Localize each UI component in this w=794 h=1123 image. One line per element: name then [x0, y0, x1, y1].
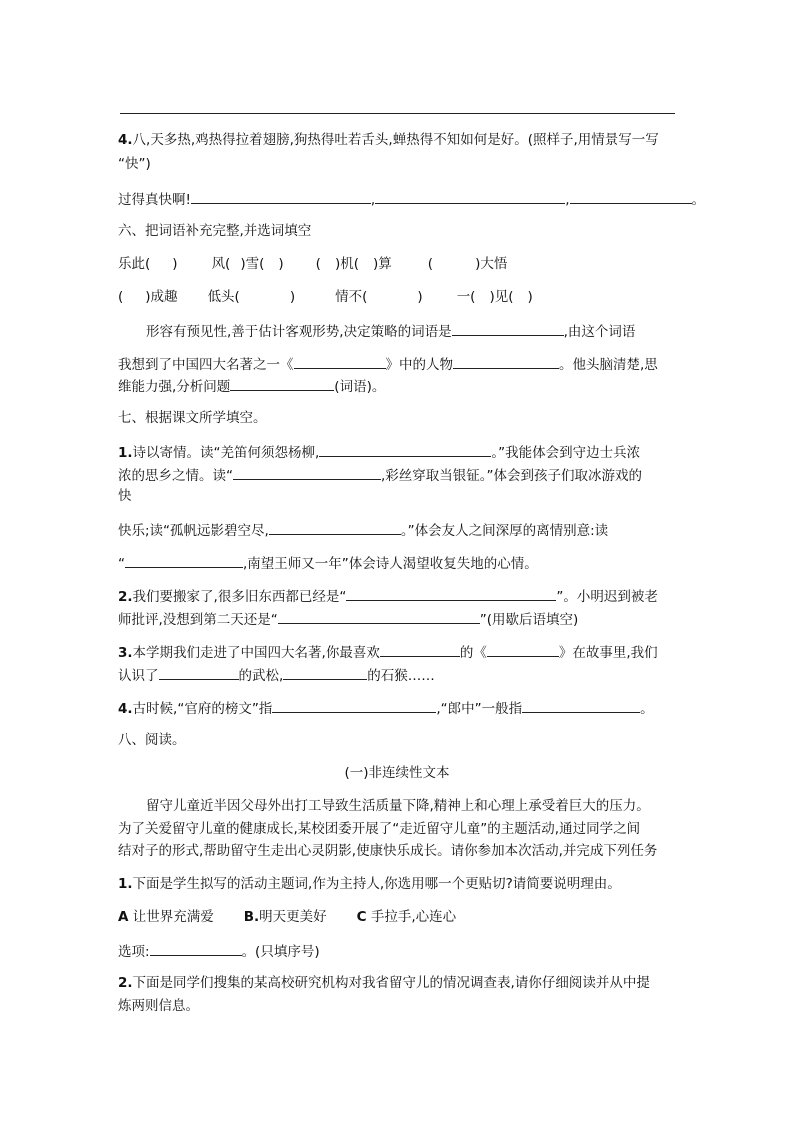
- s7-q3-line2: [118, 665, 435, 685]
- answer-blank[interactable]: [522, 698, 640, 713]
- word-part: 一(: [456, 289, 476, 305]
- q-text: 我们要搬家了,很多旧东西都已经是“: [132, 589, 347, 605]
- q5-4-line1: [118, 131, 659, 149]
- q-number: 2.: [118, 975, 133, 991]
- period: 。: [691, 192, 706, 208]
- s7-q1-line3: [118, 487, 132, 505]
- answer-blank[interactable]: [278, 609, 480, 624]
- word-part: )大悟: [475, 256, 508, 272]
- option-key: C: [356, 909, 367, 925]
- word-part: ): [278, 256, 284, 272]
- section6-title: 六、把词语补充完整,并选词填空: [118, 223, 312, 239]
- answer-lead: 过得真快啊!: [118, 192, 191, 208]
- para-text: 形容有预见性,善于估计客观形势,决定策略的词语是: [146, 324, 452, 340]
- word-part: )算: [373, 256, 392, 272]
- q-text: 下面是学生拟写的活动主题词,作为主持人,你选用哪一个更贴切?请简要说明理由。: [132, 876, 621, 892]
- q-text: ,南望王师又一年”体会诗人渴望收复失地的心情。: [243, 556, 538, 572]
- s7-q3-line1: [118, 642, 658, 662]
- s7-q1-line4: [118, 520, 608, 540]
- q-text: 。: [640, 701, 654, 717]
- q-number: 1.: [118, 445, 133, 461]
- word-part: ): [417, 289, 423, 305]
- pick-note: 。(只填序号): [241, 944, 320, 960]
- q-text: 的石猴……: [367, 668, 435, 684]
- word-part: ): [289, 289, 296, 305]
- s8-para-line3: 结对子的形式,帮助留守生走出心灵阴影,使康快乐成长。请你参加本次活动,并完成下列任务: [118, 843, 658, 859]
- para-text: ,由这个词语: [563, 324, 636, 340]
- q-text: 认识了: [118, 668, 159, 684]
- word-part: ): [527, 289, 533, 305]
- word-part: )成趣: [145, 289, 178, 305]
- word-part: (: [427, 256, 434, 272]
- q-text: 》在故事里,我们: [558, 645, 658, 661]
- section6-para-line3: [118, 376, 385, 396]
- q-number: 2.: [118, 589, 133, 605]
- answer-blank[interactable]: [272, 698, 436, 713]
- word-part: 情不(: [335, 289, 368, 305]
- answer-blank[interactable]: [233, 465, 381, 480]
- pick-label: 选项:: [118, 944, 150, 960]
- section6-para-line1: [146, 321, 635, 341]
- section8-subtitle: (一)非连续性文本: [344, 765, 450, 781]
- q-text: 。”体会友人之间深厚的离情别意:读: [400, 523, 609, 539]
- s8-q2-line2: 炼两则信息。: [118, 998, 199, 1014]
- q5-4-text: 八,天多热,鸡热得拉着翅膀,狗热得吐若舌头,蝉热得不知如何是好。(照样子,用情景写一写: [132, 132, 659, 148]
- word-part: )雪(: [240, 256, 265, 272]
- q-text: ,彩丝穿取当银钲。”体会到孩子们取冰游戏的: [381, 468, 643, 484]
- option-key: B.: [243, 909, 260, 925]
- s8-para-line1: 留守儿童近半因父母外出打工导致生活质量下降,精神上和心理上承受着巨大的压力。: [146, 798, 650, 814]
- answer-blank[interactable]: [453, 354, 559, 369]
- q-text: 诗以寄情。读“羌笛何须怨杨柳,: [132, 445, 320, 461]
- s8-q1: [118, 875, 621, 893]
- q-text: “: [118, 556, 125, 572]
- q5-4-text2: “快”): [118, 156, 151, 172]
- q-text: ”。小明迟到被老: [556, 589, 658, 605]
- answer-blank[interactable]: [452, 321, 564, 336]
- s8-pick: [118, 941, 320, 961]
- q-text: ,“郎中”一般指: [436, 701, 523, 717]
- comma: ,: [370, 192, 376, 208]
- s7-q1-line1: [118, 442, 640, 462]
- q-text: 。”我能体会到守边士兵浓: [491, 445, 641, 461]
- section6-row2: [118, 288, 533, 306]
- q-text: 快乐;读“孤帆远影碧空尽,: [118, 523, 269, 539]
- q-number: 3.: [118, 645, 133, 661]
- q-text: 师批评,没想到第二天还是“: [118, 612, 278, 628]
- answer-blank[interactable]: [375, 189, 565, 204]
- word-part: (: [118, 289, 124, 305]
- answer-blank[interactable]: [487, 642, 559, 657]
- answer-blank[interactable]: [346, 586, 556, 601]
- s7-q2-line1: [118, 586, 658, 606]
- option-key: A: [118, 909, 129, 925]
- word-part: 低头(: [207, 289, 240, 305]
- option-a: 让世界充满爱: [132, 909, 214, 925]
- s7-q4: [118, 698, 654, 718]
- comma: ,: [565, 192, 570, 208]
- q-text: 的武松,: [238, 668, 284, 684]
- answer-blank[interactable]: [380, 642, 460, 657]
- q-text: 快: [118, 488, 132, 504]
- para-text: 。他头脑清楚,思: [559, 357, 658, 373]
- para-text: 》中的人物: [385, 357, 453, 373]
- section8-title: 八、阅读。: [118, 732, 186, 748]
- q-text: 的《: [459, 645, 487, 661]
- word-part: (: [315, 256, 321, 272]
- q5-4-line2: [118, 155, 151, 173]
- answer-blank[interactable]: [125, 553, 243, 568]
- answer-blank[interactable]: [230, 376, 334, 391]
- q-text: 本学期我们走进了中国四大名著,你最喜欢: [132, 645, 380, 661]
- word-part: )机(: [334, 256, 359, 272]
- q-number: 4.: [118, 132, 133, 148]
- para-text: 维能力强,分析问题: [118, 379, 231, 395]
- s8-para-line2: 为了关爱留守儿童的健康成长,某校团委开展了“走近留守儿童”的主题活动,通过同学之间: [118, 821, 641, 837]
- answer-blank[interactable]: [150, 941, 242, 956]
- answer-blank[interactable]: [159, 665, 239, 680]
- word-part: 风(: [211, 256, 231, 272]
- q-number: 4.: [118, 701, 133, 717]
- word-part: )见(: [489, 289, 514, 305]
- top-rule: [120, 113, 675, 114]
- answer-blank[interactable]: [283, 665, 367, 680]
- answer-blank[interactable]: [319, 442, 491, 457]
- answer-blank[interactable]: [294, 354, 386, 369]
- section6-para-line2: [118, 354, 658, 374]
- option-c: 手拉手,心连心: [370, 909, 457, 925]
- answer-blank[interactable]: [269, 520, 401, 535]
- q-text: 浓的思乡之情。读“: [118, 468, 233, 484]
- q-number: 1.: [118, 876, 133, 892]
- s8-options: [118, 908, 456, 926]
- s7-q2-line2: [118, 609, 578, 629]
- option-b: 明天更美好: [259, 909, 327, 925]
- q-text: 下面是同学们搜集的某高校研究机构对我省留守儿的情况调查表,请你仔细阅读并从中提: [132, 975, 650, 991]
- s8-q2-line1: [118, 974, 650, 992]
- section6-row1: [118, 255, 507, 273]
- para-text: 我想到了中国四大名著之一《: [118, 357, 294, 373]
- word-part: ): [172, 256, 178, 272]
- answer-blank[interactable]: [191, 189, 371, 204]
- q-text: 古时候,“官府的榜文”指: [132, 701, 273, 717]
- q-text: ”(用歇后语填空): [479, 612, 579, 628]
- s7-q1-line2: [118, 465, 642, 485]
- word-part: 乐此(: [118, 256, 151, 272]
- answer-blank[interactable]: [570, 189, 692, 204]
- section7-title: 七、根据课文所学填空。: [118, 410, 267, 426]
- q5-4-answer: [118, 189, 705, 209]
- s7-q1-line5: [118, 553, 538, 573]
- para-text: (词语)。: [334, 379, 386, 395]
